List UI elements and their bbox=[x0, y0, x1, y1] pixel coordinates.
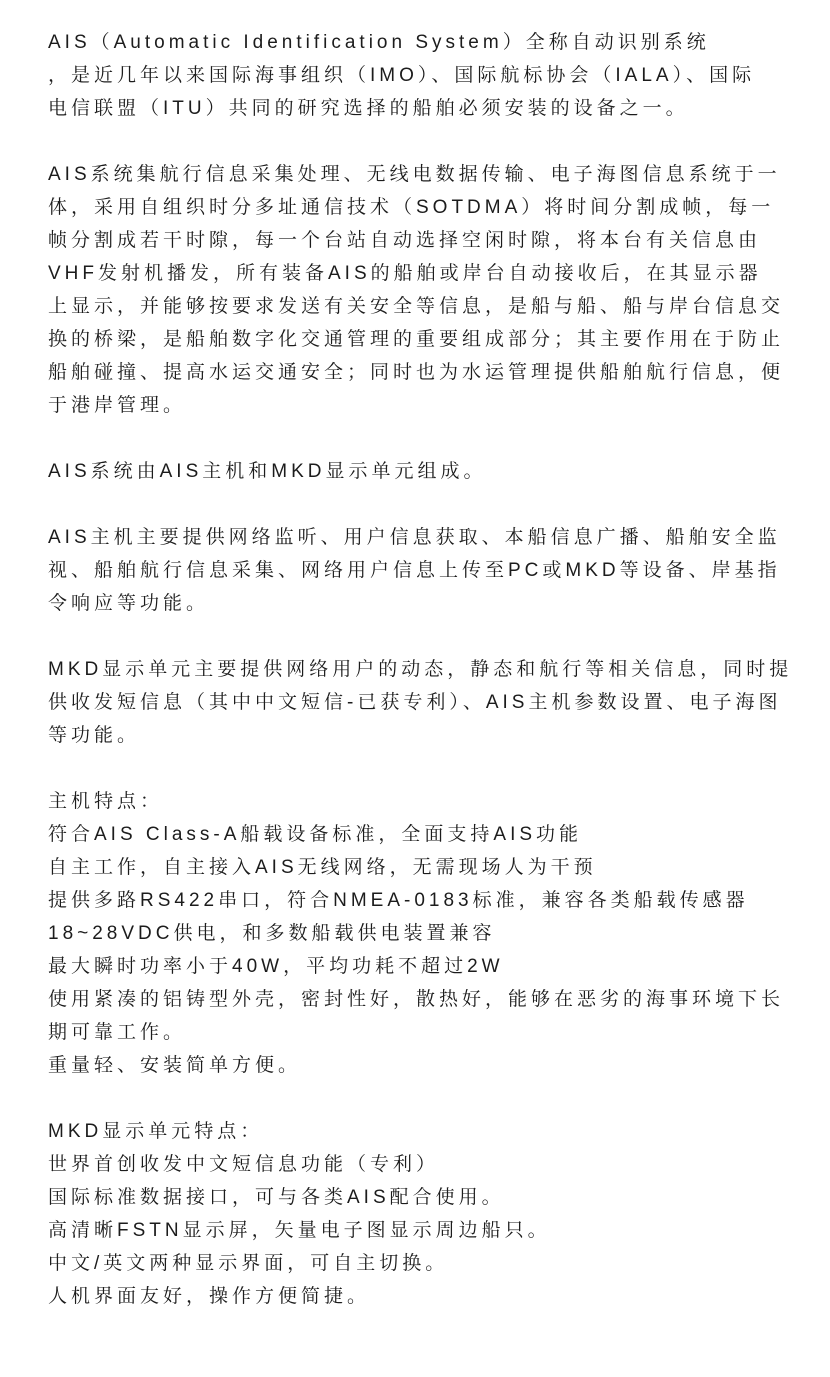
paragraph-ais-definition bbox=[48, 26, 782, 125]
text-line: 上显示，并能够按要求发送有关安全等信息，是船与船、船与岸台信息交 bbox=[48, 296, 785, 317]
text-line: 视、船舶航行信息采集、网络用户信息上传至PC或MKD等设备、岸基指 bbox=[48, 560, 781, 581]
text-line: 18~28VDC供电，和多数船载供电装置兼容 bbox=[48, 923, 496, 944]
text-line: 使用紧凑的铝铸型外壳，密封性好，散热好，能够在恶劣的海事环境下长 bbox=[48, 989, 785, 1010]
text-line: 提供多路RS422串口，符合NMEA-0183标准，兼容各类船载传感器 bbox=[48, 890, 749, 911]
paragraph-mkd-functions bbox=[48, 653, 793, 752]
text-line: MKD显示单元特点： bbox=[48, 1121, 264, 1142]
text-line: AIS系统由AIS主机和MKD显示单元组成。 bbox=[48, 461, 487, 482]
text-line: AIS系统集航行信息采集处理、无线电数据传输、电子海图信息系统于一 bbox=[48, 164, 781, 185]
paragraph-ais-composition bbox=[48, 455, 782, 488]
text-line: 人机界面友好，操作方便简捷。 bbox=[48, 1286, 371, 1307]
text-line: 符合AIS Class-A船载设备标准，全面支持AIS功能 bbox=[48, 824, 583, 845]
text-line: 船舶碰撞、提高水运交通安全；同时也为水运管理提供船舶航行信息，便 bbox=[48, 362, 785, 383]
text-line: 最大瞬时功率小于40W，平均功耗不超过2W bbox=[48, 956, 504, 977]
text-line: 国际标准数据接口，可与各类AIS配合使用。 bbox=[48, 1187, 505, 1208]
text-line: 于港岸管理。 bbox=[48, 395, 187, 416]
text-line: AIS主机主要提供网络监听、用户信息获取、本船信息广播、船舶安全监 bbox=[48, 527, 781, 548]
text-line: 等功能。 bbox=[48, 725, 141, 746]
text-line: VHF发射机播发，所有装备AIS的船舶或岸台自动接收后，在其显示器 bbox=[48, 263, 762, 284]
text-line: AIS（Automatic Identification System）全称自动识别系统 bbox=[48, 32, 710, 53]
text-line: 世界首创收发中文短信息功能（专利） bbox=[48, 1154, 440, 1175]
text-line: 重量轻、安装简单方便。 bbox=[48, 1055, 302, 1076]
section-mkd-features bbox=[48, 1115, 782, 1313]
text-line: ，是近几年以来国际海事组织（IMO）、国际航标协会（IALA）、国际 bbox=[48, 65, 756, 86]
section-host-features bbox=[48, 785, 785, 1082]
text-line: 供收发短信息（其中中文短信-已获专利）、AIS主机参数设置、电子海图 bbox=[48, 692, 782, 713]
text-line: 主机特点： bbox=[48, 791, 164, 812]
text-line: MKD显示单元主要提供网络用户的动态，静态和航行等相关信息，同时提 bbox=[48, 659, 793, 680]
text-line: 帧分割成若干时隙，每一个台站自动选择空闲时隙，将本台有关信息由 bbox=[48, 230, 762, 251]
text-line: 电信联盟（ITU）共同的研究选择的船舶必须安装的设备之一。 bbox=[48, 98, 689, 119]
text-line: 自主工作，自主接入AIS无线网络，无需现场人为干预 bbox=[48, 857, 597, 878]
text-line: 体，采用自组织时分多址通信技术（SOTDMA）将时间分割成帧，每一 bbox=[48, 197, 775, 218]
text-line: 期可靠工作。 bbox=[48, 1022, 187, 1043]
article-body bbox=[48, 26, 793, 1313]
text-line: 令响应等功能。 bbox=[48, 593, 210, 614]
paragraph-ais-system-description bbox=[48, 158, 785, 422]
paragraph-ais-host-functions bbox=[48, 521, 782, 620]
text-line: 换的桥梁，是船舶数字化交通管理的重要组成部分；其主要作用在于防止 bbox=[48, 329, 785, 350]
text-line: 高清晰FSTN显示屏，矢量电子图显示周边船只。 bbox=[48, 1220, 551, 1241]
text-line: 中文/英文两种显示界面，可自主切换。 bbox=[48, 1253, 449, 1274]
